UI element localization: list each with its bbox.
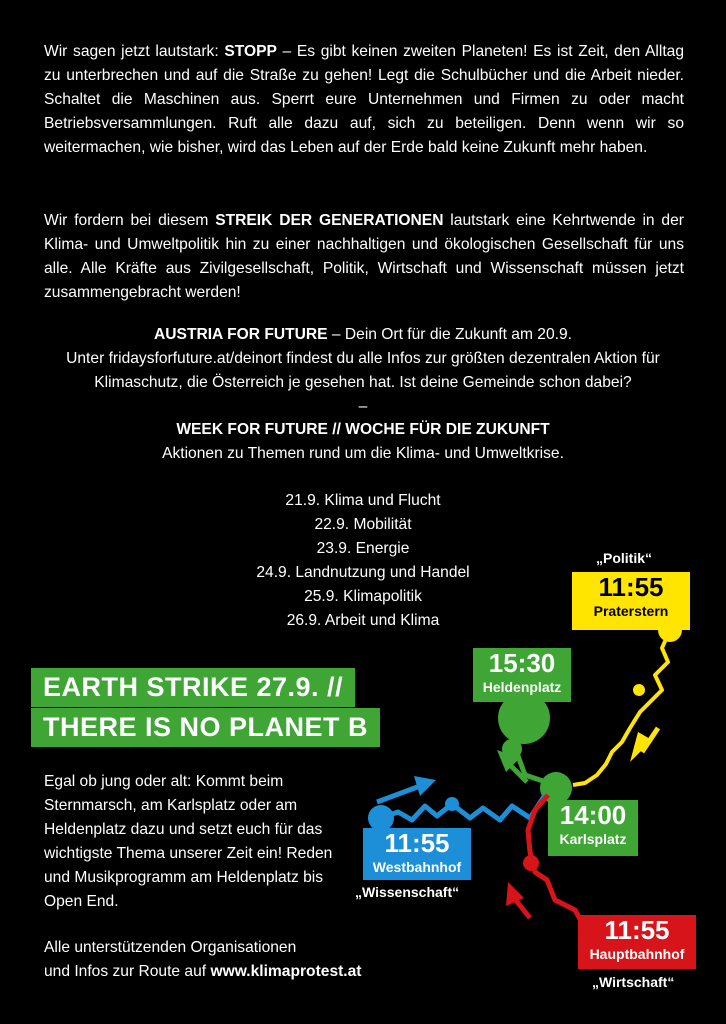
austria-body: Unter fridaysforfuture.at/deinort findest du alle Infos zur größten dezentralen Aktion für Klimaschutz, die Österreich je gesehen hat. Ist deine Gemeinde schon dabei? bbox=[66, 350, 660, 391]
karlsplatz-time: 14:00 bbox=[559, 800, 627, 830]
intro-p1-rest: – Es gibt keinen zweiten Planeten! Es ist Zeit, den Alltag zu unterbrechen und auf die Straße zu gehen! Legt die Schulbücher und die Arbeit nieder. Schaltet die Maschinen aus. Sperrt eure Unternehmen und Firmen zu oder macht Betriebsversammlungen. Ruft alle dazu auf, sich zu beteiligen. Denn wenn wir so weitermachen, wie bisher, wird das Leben auf der Erde bald keine Zukunft mehr haben. bbox=[44, 43, 684, 156]
heldenplatz-time: 15:30 bbox=[488, 648, 556, 678]
week-subtitle: Aktionen zu Themen rund um die Klima- und Umweltkrise. bbox=[162, 445, 564, 462]
westbahnhof-place: Westbahnhof bbox=[372, 859, 462, 875]
praterstern-quote: „Politik“ bbox=[596, 550, 653, 566]
route-blue bbox=[381, 795, 545, 820]
schedule-item: 24.9. Landnutzung und Handel bbox=[256, 564, 470, 581]
intro-p2-lead: Wir fordern bei diesem bbox=[44, 212, 216, 229]
orgs-line-1: Alle unterstützenden Organisationen bbox=[44, 939, 297, 956]
westbahnhof-time: 11:55 bbox=[384, 828, 450, 858]
karlsplatz-label bbox=[548, 800, 638, 856]
website-link[interactable]: www.klimaprotest.at bbox=[210, 963, 362, 980]
hauptbahnhof-label bbox=[578, 915, 696, 969]
austria-title: AUSTRIA FOR FUTURE bbox=[154, 326, 328, 343]
westbahnhof-quote: „Wissenschaft“ bbox=[355, 884, 460, 900]
intro-p1-bold: STOPP bbox=[224, 43, 277, 60]
praterstern-label bbox=[572, 572, 690, 630]
heldenplatz-label bbox=[473, 648, 571, 702]
arrowhead-blue bbox=[414, 776, 436, 796]
schedule-item: 21.9. Klima und Flucht bbox=[285, 492, 441, 509]
week-title: WEEK FOR FUTURE // WOCHE FÜR DIE ZUKUNFT bbox=[176, 421, 550, 438]
heldenplatz-place: Heldenplatz bbox=[482, 679, 562, 695]
intro-p2-bold: STREIK DER GENERATIONEN bbox=[215, 212, 444, 229]
schedule-item: 25.9. Klimapolitik bbox=[304, 588, 422, 605]
node-karlsplatz-small bbox=[502, 739, 522, 759]
no-planet-b-banner: THERE IS NO PLANET B bbox=[31, 708, 380, 747]
orgs-line-2: und Infos zur Route auf bbox=[44, 963, 211, 980]
node-yellow-2 bbox=[633, 684, 645, 696]
intro-p1-lead: Wir sagen jetzt lautstark: bbox=[44, 43, 225, 60]
schedule-item: 23.9. Energie bbox=[316, 540, 410, 557]
node-blue-mid bbox=[445, 797, 459, 811]
earth-strike-banner: EARTH STRIKE 27.9. // bbox=[31, 668, 355, 707]
austria-subtitle: – Dein Ort für die Zukunft am 20.9. bbox=[327, 326, 572, 343]
intro-p2-rest: lautstark eine Kehrtwende in der Klima- und Umweltpolitik hin zu einer nachhaltigen und ökologischen Gesellschaft für uns alle. Alle Kräfte aus Zivilgesellschaft, Politik, Wirtschaft und Wissenschaft müssen jetzt zusammengebracht werden! bbox=[44, 212, 684, 301]
separator: – bbox=[358, 398, 368, 415]
arrow-blue bbox=[377, 786, 420, 802]
sternmarsch-text: Egal ob jung oder alt: Kommt beim Sternmarsch, am Karlsplatz oder am Heldenplatz dazu und setzt euch für das wichtigste Thema unserer Zeit ein! Reden und Musikprogramm am Heldenplatz bis Open End. bbox=[44, 773, 333, 910]
praterstern-time: 11:55 bbox=[598, 572, 664, 602]
schedule-item: 26.9. Arbeit und Klima bbox=[286, 612, 440, 629]
hauptbahnhof-quote: „Wirtschaft“ bbox=[592, 974, 675, 990]
westbahnhof-label bbox=[363, 828, 471, 880]
karlsplatz-place: Karlsplatz bbox=[559, 831, 627, 847]
hauptbahnhof-time: 11:55 bbox=[604, 915, 670, 945]
arrowhead-yellow bbox=[630, 732, 652, 762]
route-yellow bbox=[573, 630, 670, 785]
node-red-mid bbox=[523, 855, 539, 871]
praterstern-place: Praterstern bbox=[593, 603, 669, 619]
hauptbahnhof-place: Hauptbahnhof bbox=[589, 946, 685, 962]
schedule-item: 22.9. Mobilität bbox=[314, 516, 412, 533]
